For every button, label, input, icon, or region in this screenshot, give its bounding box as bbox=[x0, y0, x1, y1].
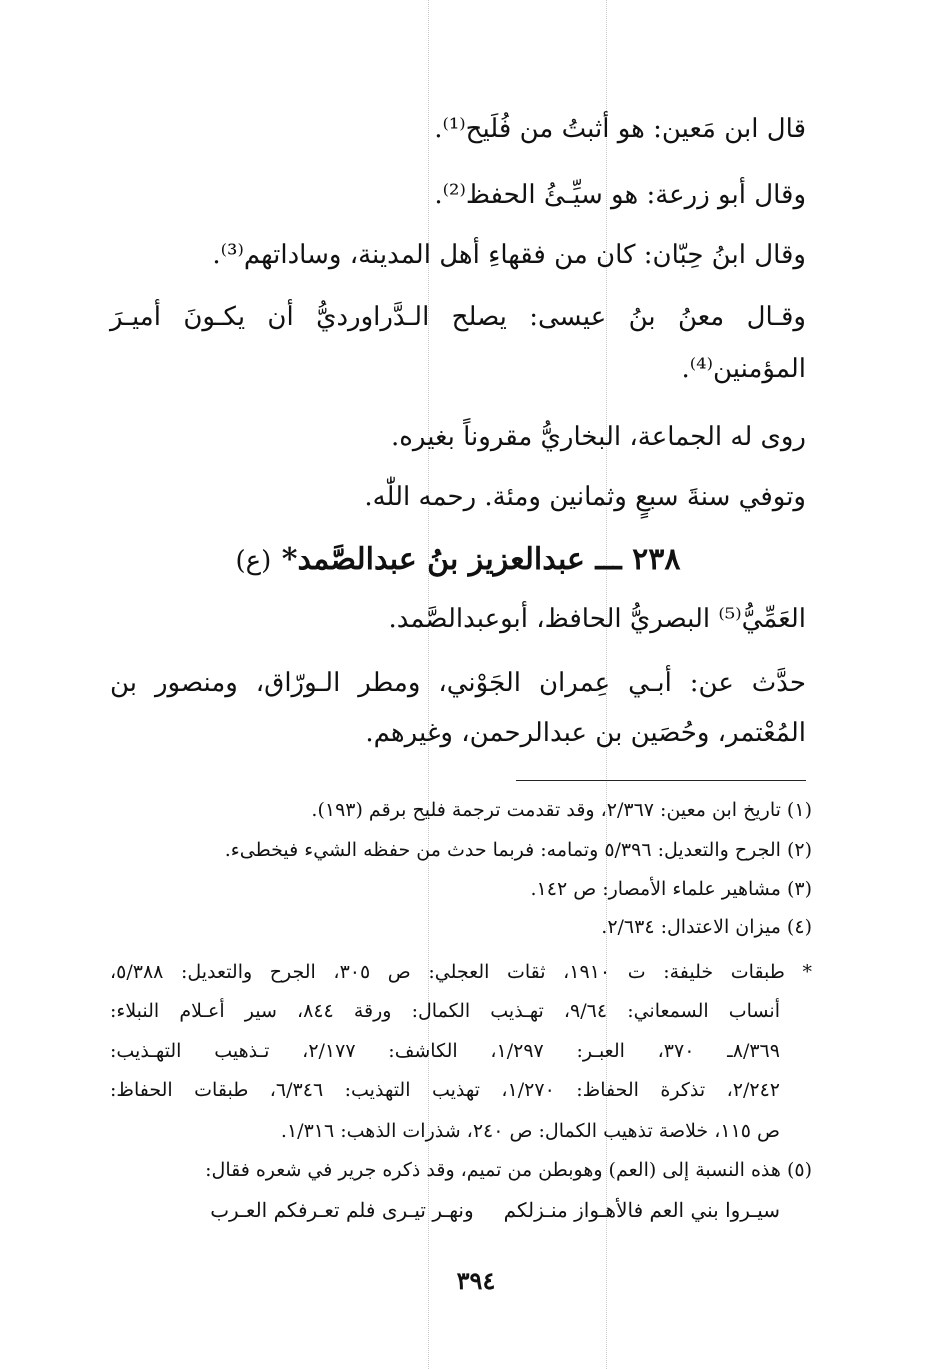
entry-title: ٢٣٨ ـــ عبدالعزيز بنُ عبدالصَّمد* bbox=[281, 542, 681, 577]
footnote-line: أنساب السمعاني: ٩/٦٤، تهـذيب الكمال: ورقة ٨٤٤، سير أعـلام النبلاء: bbox=[110, 1000, 780, 1022]
entry-heading bbox=[110, 540, 806, 581]
text-line: حدَّث عن: أبـي عِمران الجَوْني، ومطر الـورّاق، ومنصور بن bbox=[110, 668, 806, 698]
footnote-line: (٣) مشاهير علماء الأمصار: ص ١٤٢. bbox=[530, 878, 812, 900]
footnote-line: (٥) هذه النسبة إلى (العم) وهوبطن من تميم، وقد ذكره جرير في شعره فقال: bbox=[205, 1159, 812, 1181]
text-line: روى له الجماعة، البخاريُّ مقروناً بغيره. bbox=[391, 422, 806, 452]
text-line: وقال أبو زرعة: هو سيِّـئُ الحفظ⁽²⁾. bbox=[434, 180, 806, 210]
footnote-line: ص ١١٥، خلاصة تذهيب الكمال: ص ٢٤٠، شذرات الذهب: ١/٣١٦. bbox=[280, 1120, 780, 1142]
footnote-line: (١) تاريخ ابن معين: ٢/٣٦٧، وقد تقدمت ترجمة فليح برقم (١٩٣). bbox=[311, 799, 812, 821]
text-line: قال ابن مَعين: هو أثبتُ من فُلَيح⁽¹⁾. bbox=[434, 114, 806, 144]
footnote-separator bbox=[516, 780, 806, 781]
text-line: المُعْتمر، وحُصَين بن عبدالرحمن، وغيرهم. bbox=[365, 718, 806, 748]
poem-first-hemistich: سيـروا بني العم فالأهـواز منـزلكم bbox=[503, 1198, 780, 1222]
text-line: وقـال معنُ بنُ عيسى: يصلح الـدَّراورديُّ أن يكـونَ أميـرَ bbox=[110, 302, 806, 332]
poem-verse bbox=[150, 1196, 780, 1224]
text-line: وتوفي سنةَ سبعٍ وثمانين ومئة. رحمه اللّٰه. bbox=[364, 482, 806, 512]
footnote-line: (٤) ميزان الاعتدال: ٢/٦٣٤. bbox=[601, 916, 812, 938]
entry-code: (ع) bbox=[235, 546, 272, 576]
text-line: العَمِّيُّ⁽⁵⁾ البصريُّ الحافظ، أبوعبدالصَّمد. bbox=[388, 604, 806, 634]
page-number: ٣٩٤ bbox=[456, 1266, 496, 1295]
text-line: المؤمنين⁽⁴⁾. bbox=[681, 354, 806, 384]
text-line: وقال ابنُ حِبّان: كان من فقهاءِ أهل المدينة، وساداتهم⁽³⁾. bbox=[212, 240, 806, 270]
footnote-line: (٢) الجرح والتعديل: ٥/٣٩٦ وتمامه: فربما حدث من حفظه الشيء فيخطىء. bbox=[224, 839, 812, 861]
footnote-line: ٢/٢٤٢، تذكرة الحفاظ: ١/٢٧٠، تهذيب التهذيب: ٦/٣٤٦، طبقات الحفاظ: bbox=[110, 1079, 781, 1101]
footnote-line: * طبقات خليفة: ت ١٩١٠، ثقات العجلي: ص ٣٠٥، الجرح والتعديل: ٥/٣٨٨، bbox=[110, 961, 813, 983]
poem-second-hemistich: ونهـر تيـرى فلم تعـرفكم العـرب bbox=[210, 1198, 474, 1222]
footnote-line: ٨/٣٦٩ـ ٣٧٠، العبـر: ١/٢٩٧، الكاشف: ٢/١٧٧، تـذهيب التهـذيب: bbox=[110, 1040, 780, 1062]
